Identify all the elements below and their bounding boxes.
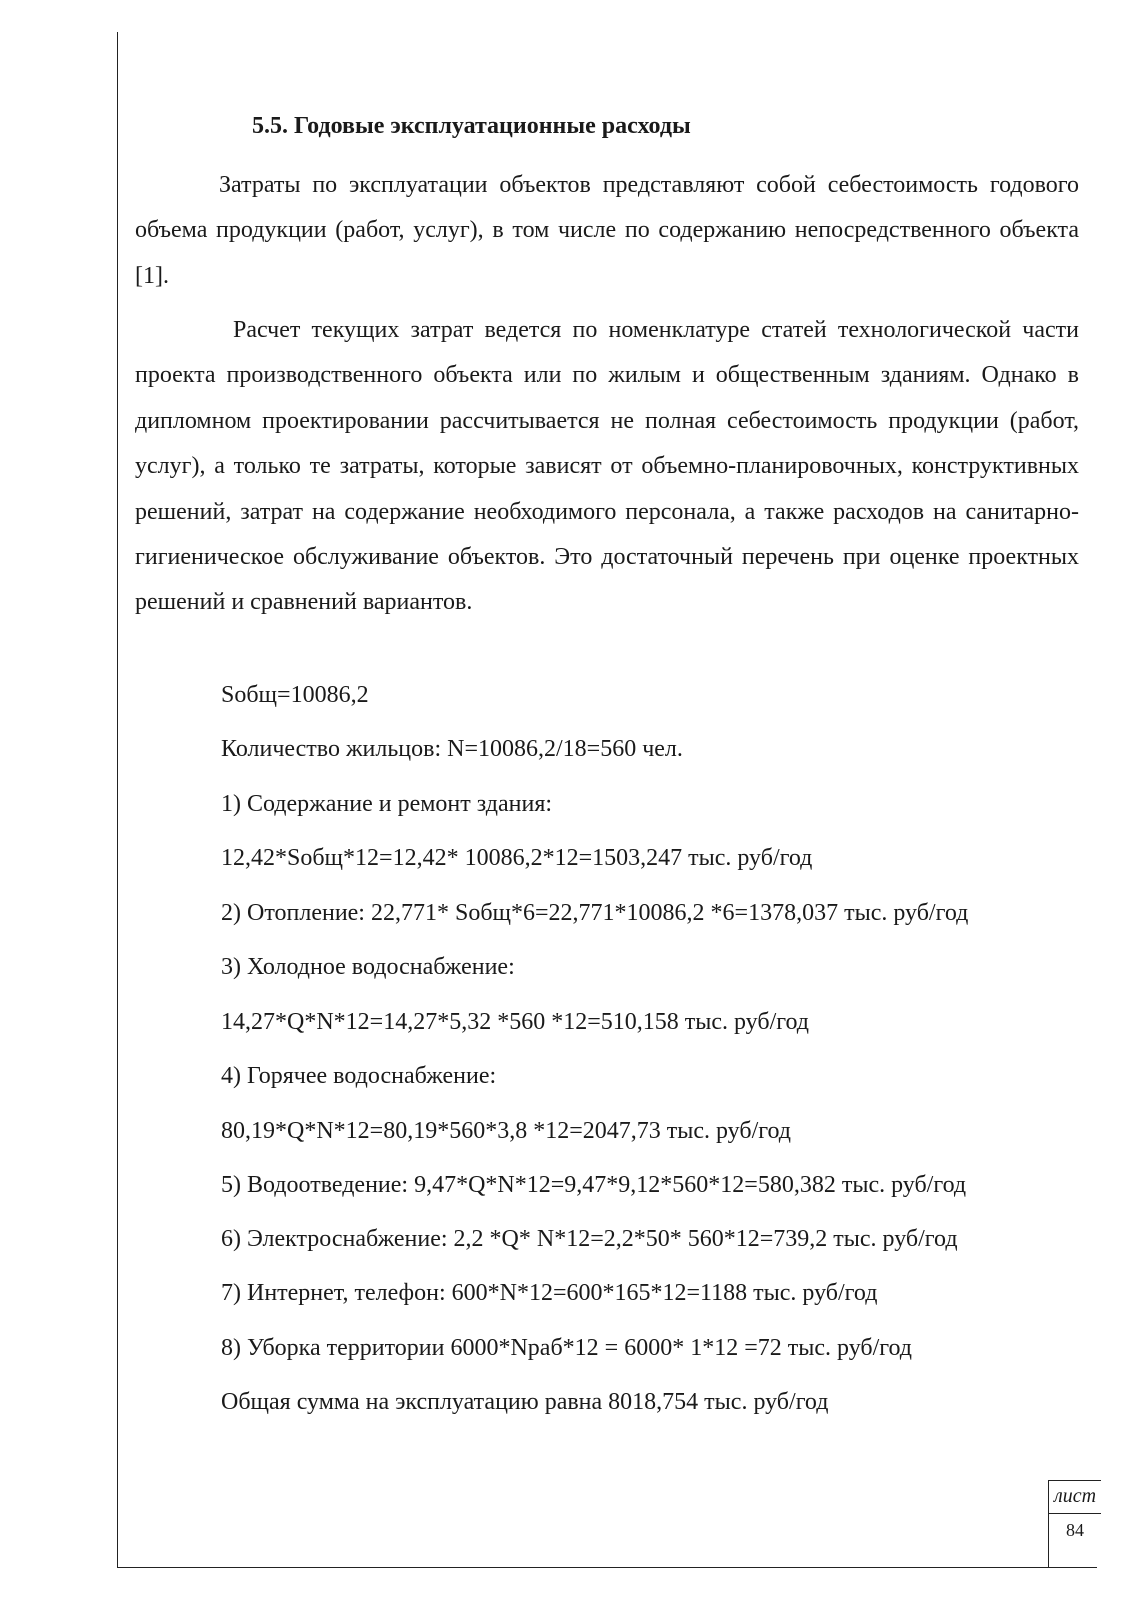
frame-bottom-border [117,1567,1097,1568]
formula-line: 12,42*Sобщ*12=12,42* 10086,2*12=1503,247 тыс. руб/год [221,845,813,871]
formula-line: 4) Горячее водоснабжение: [221,1063,497,1089]
formula-line: 2) Отопление: 22,771* Sобщ*6=22,771*10086,2 *6=1378,037 тыс. руб/год [221,900,969,926]
section-heading: 5.5. Годовые эксплуатационные расходы [252,113,691,139]
formula-line: 7) Интернет, телефон: 600*N*12=600*165*12=1188 тыс. руб/год [221,1280,878,1306]
page-number: 84 [1066,1520,1084,1540]
paragraph-intro: Затраты по эксплуатации объектов представляют собой себестоимость годового объема продукции (работ, услуг), в том числе по содержанию непосредственного объекта [1]. [135,172,1079,289]
total-line: Общая сумма на эксплуатацию равна 8018,754 тыс. руб/год [221,1389,829,1415]
formula-line: 8) Уборка территории 6000*Nраб*12 = 6000* 1*12 =72 тыс. руб/год [221,1335,913,1361]
formula-line: 5) Водоотведение: 9,47*Q*N*12=9,47*9,12*560*12=580,382 тыс. руб/год [221,1172,967,1198]
formula-line: 14,27*Q*N*12=14,27*5,32 *560 *12=510,158 тыс. руб/год [221,1009,810,1035]
formula-line: 3) Холодное водоснабжение: [221,954,515,980]
sheet-label: лист [1049,1480,1101,1514]
formula-line: Sобщ=10086,2 [221,682,369,708]
frame-left-border [117,32,118,1568]
formula-line: 6) Электроснабжение: 2,2 *Q* N*12=2,2*50* 560*12=739,2 тыс. руб/год [221,1226,958,1252]
formula-line: Количество жильцов: N=10086,2/18=560 чел. [221,736,683,762]
formula-line: 1) Содержание и ремонт здания: [221,791,553,817]
paragraph-calculation-basis: Расчет текущих затрат ведется по номенклатуре статей технологической части проекта производственного объекта или по жилым и общественным зданиям. Однако в дипломном проектировании рассчитывается не полная себестоимость продукции (работ, услуг), а только те затраты, которые зависят от объемно-планировочных, конструктивных решений, затрат на содержание необходимого персонала, а также расходов на санитарно-гигиеническое обслуживание объектов. Это достаточный перечень при оценке проектных решений и сравнений вариантов. [135,317,1079,616]
formula-line: 80,19*Q*N*12=80,19*560*3,8 *12=2047,73 тыс. руб/год [221,1118,792,1144]
sheet-stamp [1048,1480,1101,1568]
